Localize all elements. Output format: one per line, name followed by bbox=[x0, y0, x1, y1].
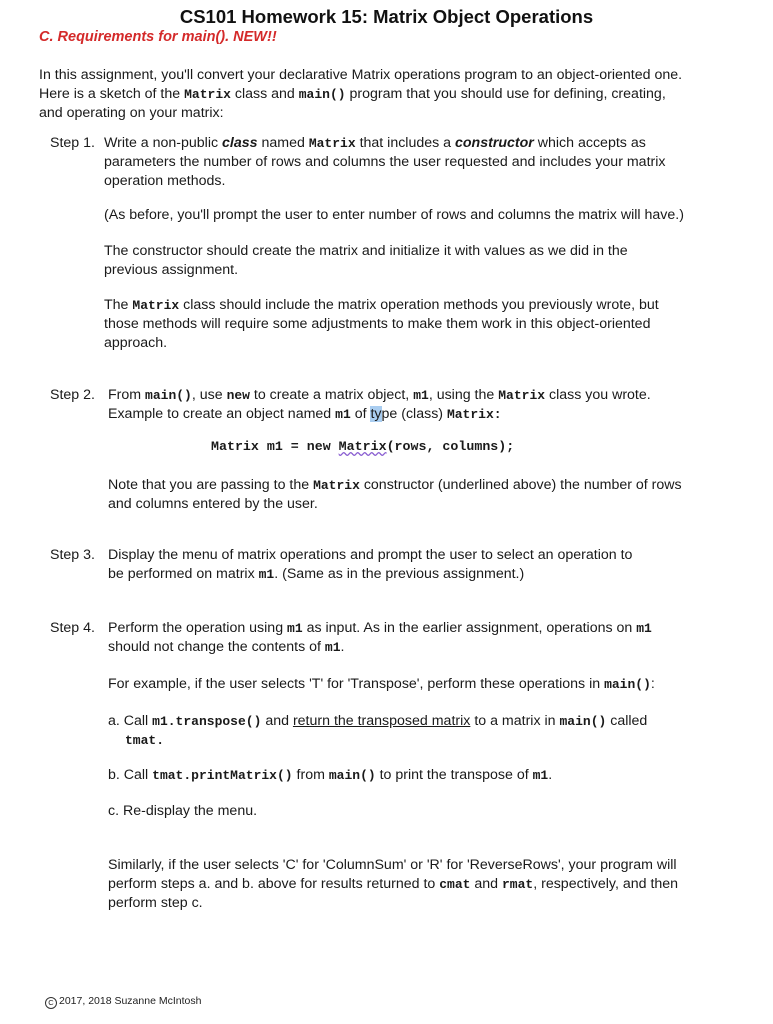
step3-paragraph: Display the menu of matrix operations and prompt the user to select an operation to be performed on matrix m1. (Same as in the previous assignment.) bbox=[108, 547, 633, 582]
section-subtitle: C. Requirements for main(). NEW!! bbox=[39, 29, 277, 45]
intro-paragraph: In this assignment, you'll convert your declarative Matrix operations program to an object-oriented one. Here is a sketch of the Matrix class and main() program that you should use for defining, creating, and operating on your matrix: bbox=[39, 67, 683, 121]
step1-methods-paragraph: The Matrix class should include the matrix operation methods you previously wrote, but those methods will require some adjustments to make them work in this object-oriented approach. bbox=[104, 297, 659, 351]
step1-constructor-paragraph: The constructor should create the matrix and initialize it with values as we did in the previous assignment. bbox=[104, 243, 628, 278]
code-example: Matrix m1 = new Matrix(rows, columns); bbox=[211, 439, 515, 454]
step2-paragraph: From main(), use new to create a matrix object, m1, using the Matrix class you wrote. Example to create an object named m1 of type (class) Matrix: bbox=[108, 387, 651, 422]
page-title: CS101 Homework 15: Matrix Object Operations bbox=[179, 6, 594, 27]
step4-paragraph: Perform the operation using m1 as input. As in the earlier assignment, operations on m1 should not change the contents of m1. bbox=[108, 620, 652, 655]
step4-item-a: a. Call m1.transpose() and return the transposed matrix to a matrix in main() called tmat. bbox=[108, 713, 648, 748]
copyright-footer: C 2017, 2018 Suzanne McIntosh bbox=[45, 995, 201, 1009]
step1-label: Step 1. bbox=[50, 135, 95, 151]
step4-item-b: b. Call tmat.printMatrix() from main() to print the transpose of m1. bbox=[108, 767, 553, 783]
constructor-underline: Matrix bbox=[338, 439, 387, 454]
step1-note: (As before, you'll prompt the user to enter number of rows and columns the matrix will have.) bbox=[104, 207, 684, 223]
step4-item-c: c. Re-display the menu. bbox=[108, 803, 258, 819]
step4-label: Step 4. bbox=[50, 620, 95, 636]
step2-note: Note that you are passing to the Matrix constructor (underlined above) the number of rows and columns entered by the user. bbox=[108, 477, 682, 512]
step2-label: Step 2. bbox=[50, 387, 95, 403]
copyright-icon: C bbox=[45, 997, 57, 1009]
step4-similarly: Similarly, if the user selects 'C' for 'ColumnSum' or 'R' for 'ReverseRows', your program will perform steps a. and b. above for results returned to cmat and rmat, respectively, and then perform step c. bbox=[108, 857, 679, 911]
step1-paragraph: Write a non-public class named Matrix that includes a constructor which accepts as parameters the number of rows and columns the user requested and includes your matrix operation methods. bbox=[104, 135, 666, 189]
step3-label: Step 3. bbox=[50, 547, 95, 563]
step4-example: For example, if the user selects 'T' for 'Transpose', perform these operations in main(): bbox=[108, 676, 655, 692]
highlight-cursor: ty bbox=[370, 406, 382, 422]
